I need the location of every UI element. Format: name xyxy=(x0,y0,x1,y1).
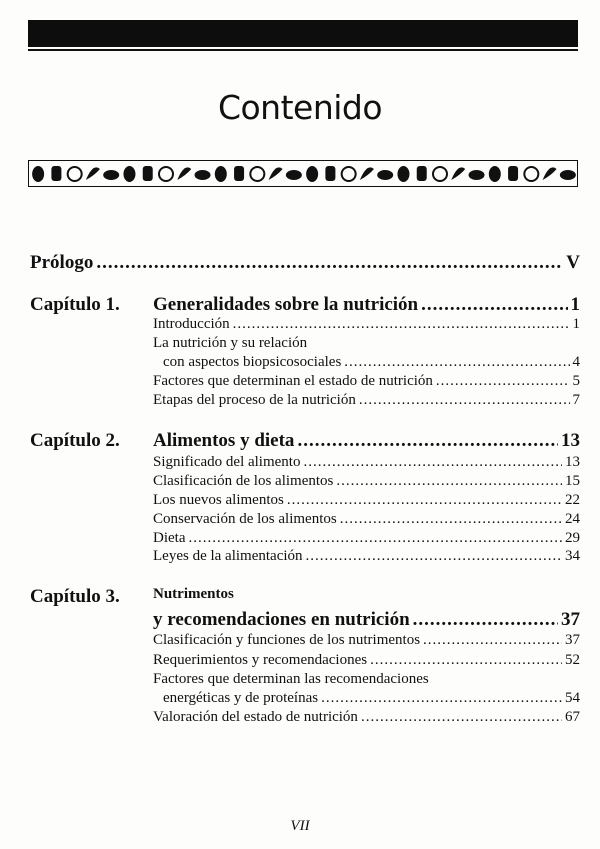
dot-leader xyxy=(303,454,562,471)
toc-page: 34 xyxy=(565,548,580,564)
toc-page: 15 xyxy=(565,473,580,489)
dot-leader xyxy=(370,652,562,669)
dot-leader xyxy=(340,511,562,528)
toc-label: Dieta xyxy=(153,530,186,546)
food-icon xyxy=(417,166,427,181)
toc-page: 22 xyxy=(565,492,580,508)
toc-label: Factores que determinan el estado de nutrición xyxy=(153,373,433,389)
food-icons xyxy=(29,161,577,186)
page-folio: VII xyxy=(290,818,310,834)
toc-page: 1 xyxy=(570,294,580,315)
food-icon xyxy=(215,166,227,182)
dot-leader xyxy=(297,430,558,452)
food-icon xyxy=(250,167,264,181)
food-icon xyxy=(342,167,356,181)
dot-leader xyxy=(287,492,562,509)
toc-label: Clasificación de los alimentos xyxy=(153,473,334,489)
toc-entry-chapter-2[interactable] xyxy=(153,430,580,452)
chapter-number: Capítulo 2. xyxy=(30,430,120,451)
toc-page: 4 xyxy=(572,354,580,370)
food-icon xyxy=(32,166,44,182)
toc-label: Requerimientos y recomendaciones xyxy=(153,652,368,668)
toc-page: V xyxy=(566,252,580,273)
toc-entry[interactable] xyxy=(153,632,580,649)
toc-label: Etapas del proceso de la nutrición xyxy=(153,392,356,408)
toc-entry[interactable] xyxy=(153,392,580,409)
toc-entry[interactable] xyxy=(153,530,580,547)
toc-page: 52 xyxy=(565,652,580,668)
food-icon xyxy=(543,167,557,180)
food-icon xyxy=(524,167,538,181)
header-rule xyxy=(28,49,578,51)
toc-page: 37 xyxy=(565,632,580,648)
toc-label: Significado del alimento xyxy=(153,454,301,470)
food-icon xyxy=(159,167,173,181)
food-icon xyxy=(234,166,244,181)
food-icon xyxy=(469,170,485,180)
toc-label: con aspectos biopsicosociales xyxy=(163,354,342,370)
toc-page: 37 xyxy=(561,609,580,630)
food-icon xyxy=(508,166,518,181)
food-icon xyxy=(103,170,119,180)
food-icon xyxy=(269,167,283,180)
food-icon xyxy=(86,167,100,180)
toc-entry[interactable] xyxy=(153,373,580,390)
food-icon xyxy=(306,166,318,182)
toc-entry-chapter-3[interactable] xyxy=(153,609,580,631)
dot-leader xyxy=(359,392,570,409)
toc-page: 13 xyxy=(561,430,580,451)
dot-leader xyxy=(96,252,563,274)
chapter-number: Capítulo 1. xyxy=(30,294,120,315)
toc-label: Prólogo xyxy=(30,252,94,273)
toc-page: 67 xyxy=(565,709,580,725)
toc-entry[interactable] xyxy=(153,548,580,565)
page-title: Contenido xyxy=(217,88,383,127)
toc-page: 7 xyxy=(572,392,580,408)
toc-page: 24 xyxy=(565,511,580,527)
toc-entry-chapter-1[interactable] xyxy=(153,294,580,316)
dot-leader xyxy=(423,632,562,649)
toc-page: 13 xyxy=(565,454,580,470)
toc-entry[interactable] xyxy=(153,454,580,471)
food-icon xyxy=(177,167,191,180)
food-icon xyxy=(68,167,82,181)
dot-leader xyxy=(306,548,562,565)
food-icon xyxy=(451,167,465,180)
toc-label: Valoración del estado de nutrición xyxy=(153,709,358,725)
dot-leader xyxy=(336,473,562,490)
toc-label: y recomendaciones en nutrición xyxy=(153,609,410,630)
toc-label: Los nuevos alimentos xyxy=(153,492,284,508)
toc-label: Generalidades sobre la nutrición xyxy=(153,294,419,315)
toc-entry[interactable] xyxy=(153,652,580,669)
food-icon xyxy=(195,170,211,180)
food-icon xyxy=(360,167,374,180)
toc-label-line1: La nutrición y su relación xyxy=(153,335,308,351)
toc-entry[interactable] xyxy=(153,492,580,509)
food-icon xyxy=(286,170,302,180)
food-icons-strip xyxy=(28,160,578,187)
food-icon xyxy=(143,166,153,181)
dot-leader xyxy=(321,690,562,707)
toc-page: 5 xyxy=(572,373,580,389)
food-icon xyxy=(123,166,135,182)
food-icon xyxy=(325,166,335,181)
dot-leader xyxy=(188,530,562,547)
toc-label: Alimentos y dieta xyxy=(153,430,295,451)
dot-leader xyxy=(361,709,562,726)
toc-label: Clasificación y funciones de los nutrimentos xyxy=(153,632,421,648)
food-icon xyxy=(397,166,409,182)
dot-leader xyxy=(436,373,570,390)
toc-page: 29 xyxy=(565,530,580,546)
toc-entry[interactable] xyxy=(153,709,580,726)
food-icon xyxy=(489,166,501,182)
food-icon xyxy=(51,166,61,181)
toc-entry[interactable] xyxy=(153,473,580,490)
dot-leader xyxy=(413,609,558,631)
toc-page: 54 xyxy=(565,690,580,706)
toc-label: energéticas y de proteínas xyxy=(163,690,319,706)
toc-entry[interactable] xyxy=(163,354,580,371)
toc-entry[interactable] xyxy=(163,690,580,707)
chapter-number: Capítulo 3. xyxy=(30,586,120,607)
toc-label: Leyes de la alimentación xyxy=(153,548,303,564)
food-icon xyxy=(433,167,447,181)
toc-label: Conservación de los alimentos xyxy=(153,511,337,527)
chapter-title-line1: Nutrimentos xyxy=(153,586,234,602)
toc-entry-prologo[interactable] xyxy=(30,252,580,274)
toc-entry[interactable] xyxy=(153,511,580,528)
dot-leader xyxy=(421,294,567,316)
toc-label: Introducción xyxy=(153,316,230,332)
toc-entry[interactable] xyxy=(153,316,580,333)
header-black-bar xyxy=(28,20,578,47)
toc-page: 1 xyxy=(572,316,580,332)
dot-leader xyxy=(344,354,569,371)
food-icon xyxy=(377,170,393,180)
food-icon xyxy=(560,170,576,180)
toc-label-line1: Factores que determinan las recomendaciones xyxy=(153,671,429,687)
dot-leader xyxy=(233,316,570,333)
